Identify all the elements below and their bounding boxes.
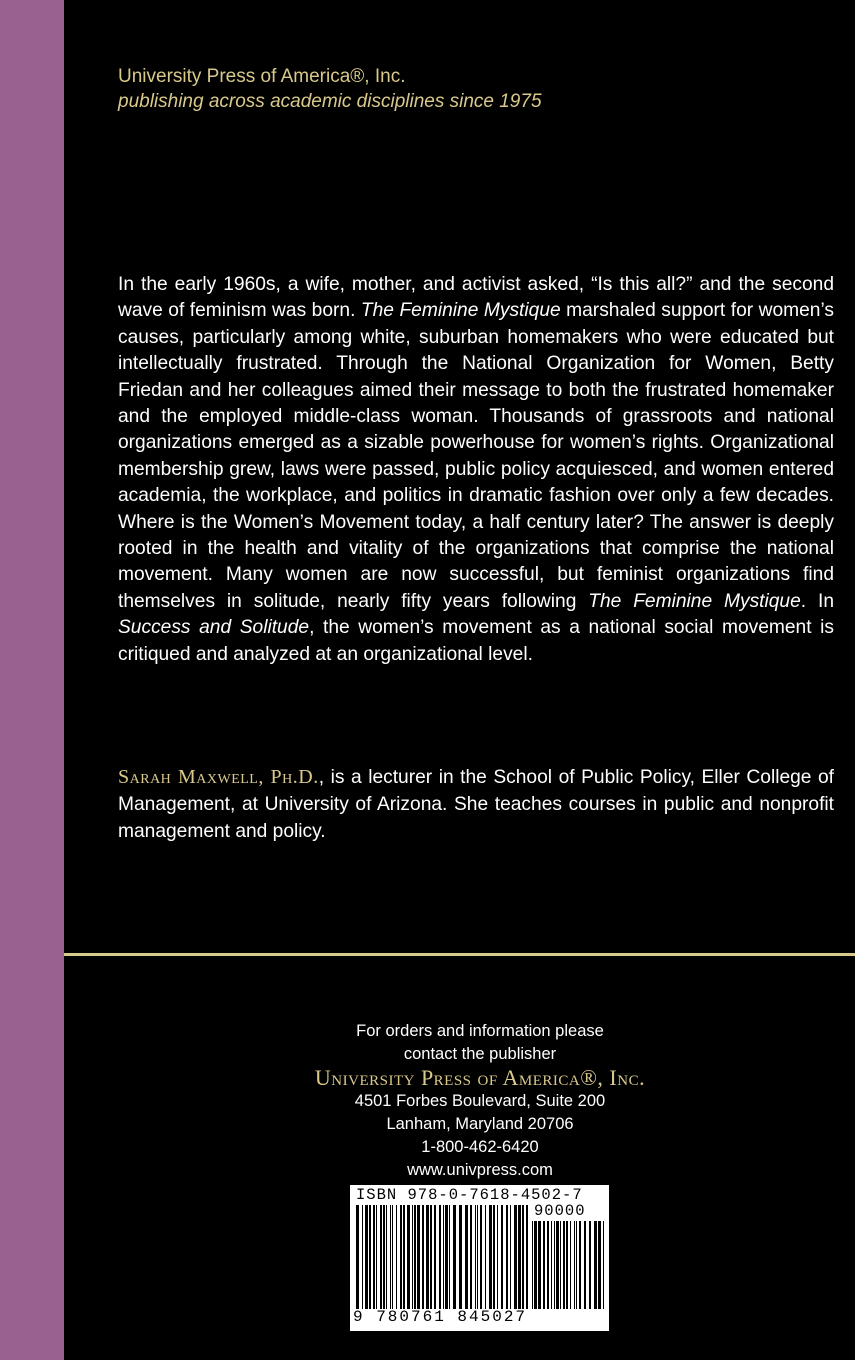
description-text-1: In the early 1960s, a wife, mother, and activist asked, “Is this all?” and the second wave of feminism was born. [118, 274, 834, 322]
contact-address-1: 4501 Forbes Boulevard, Suite 200 [354, 1092, 606, 1110]
price-code: 90000 [534, 1202, 586, 1220]
barcode-bars-icon [356, 1205, 528, 1309]
description-text-3: . In [800, 590, 834, 612]
book-description [118, 272, 834, 668]
author-name: Sarah Maxwell, Ph.D. [118, 766, 319, 788]
author-bio [118, 764, 834, 845]
section-divider [64, 953, 855, 956]
barcode-digits: 9 780761 845027 [353, 1308, 528, 1326]
spine-strip [0, 0, 64, 1360]
contact-address-2: Lanham, Maryland 20706 [386, 1115, 574, 1133]
bio-paragraph [118, 764, 834, 845]
description-text-4: , the women’s movement as a national social movement is critiqued and analyzed at an organizational level. [118, 617, 834, 665]
publisher-contact [260, 1020, 700, 1182]
publisher-header [118, 64, 818, 114]
book-title-reference: The Feminine Mystique [588, 590, 801, 612]
bio-text: , is a lecturer in the School of Public Policy, Eller College of Management, at University of Arizona. She teaches courses in public and nonprofit management and policy. [118, 767, 835, 842]
publisher-tagline: publishing across academic disciplines since 1975 [118, 91, 542, 112]
book-title-current: Success and Solitude [118, 617, 310, 639]
isbn-number: ISBN 978-0-7618-4502-7 [356, 1186, 583, 1204]
publisher-name: University Press of America®, Inc. [118, 66, 406, 87]
contact-publisher-name: University Press of America®, Inc. [314, 1065, 646, 1090]
isbn-barcode [350, 1185, 609, 1331]
contact-website: www.univpress.com [407, 1161, 553, 1179]
description-text-2: marshaled support for women’s causes, particularly among white, suburban homemakers who were educated but intellectually frustrated. Through the National Organization for Women, Betty Friedan and her colleagues aimed their message to both the frustrated homemaker and the employed middle-class woman. Thousands of grassroots and national organizations emerged as a sizable powerhouse for women’s rights. Organizational membership grew, laws were passed, public policy acquiesced, and women entered academia, the workplace, and politics in dramatic fashion over only a few decades. Where is the Women’s Movement today, a half century later? The answer is deeply rooted in the health and vitality of the organizations that comprise the national movement. Many women are now successful, but feminist organizations find themselves in solitude, nearly fifty years following [118, 300, 834, 612]
contact-line-1: For orders and information please [356, 1022, 604, 1040]
description-paragraph [118, 272, 834, 668]
contact-phone: 1-800-462-6420 [421, 1138, 539, 1156]
contact-line-2: contact the publisher [403, 1045, 557, 1063]
book-title-reference: The Feminine Mystique [360, 300, 561, 322]
barcode-addon-bars-icon [532, 1221, 604, 1309]
